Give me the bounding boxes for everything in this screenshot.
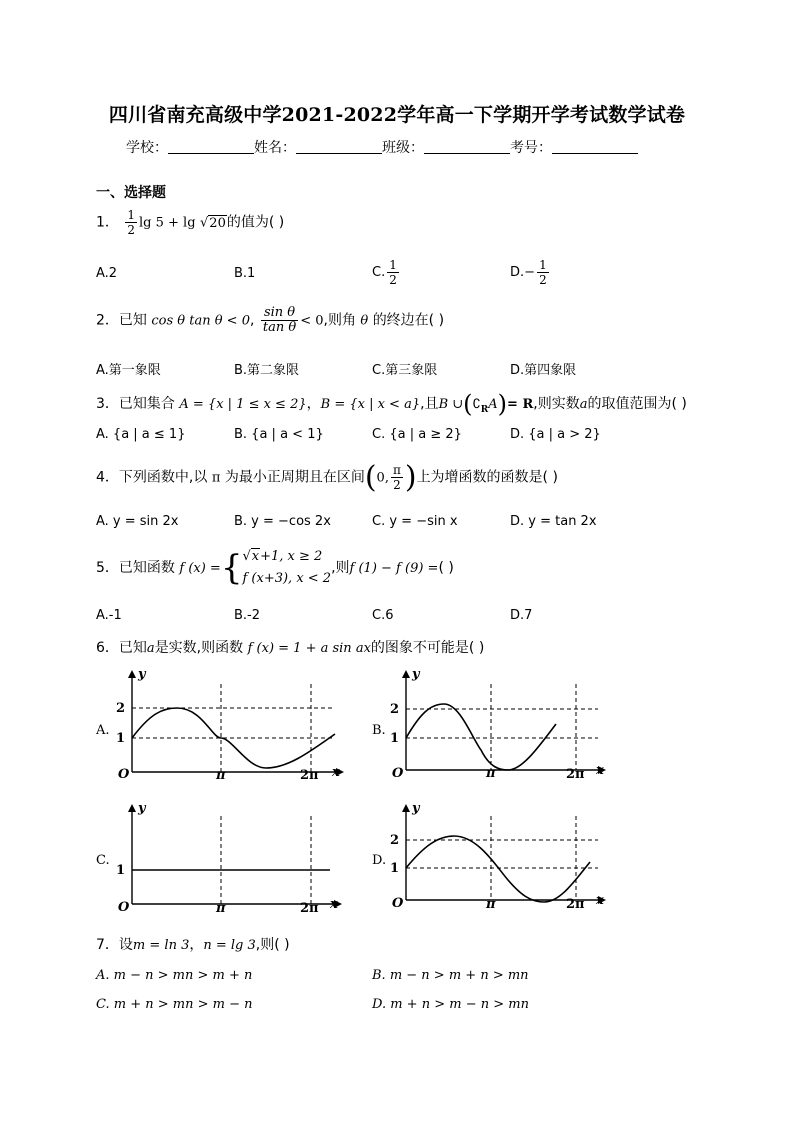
svg-text:x: x (332, 765, 340, 780)
graph-d-curve (406, 836, 590, 902)
name-label: 姓名： (254, 140, 296, 156)
svg-text:2π: 2π (300, 768, 319, 783)
q1-expression: lg 5 + lg (139, 215, 196, 231)
class-blank[interactable] (424, 139, 510, 154)
q2-fraction: $\frac{\text{sin θ}}{\text{tan θ}}$ (262, 305, 297, 335)
graph-b-label: B. (372, 723, 386, 738)
graph-a[interactable] (92, 664, 352, 784)
graph-b[interactable] (368, 664, 618, 784)
q7-option-c[interactable]: C. m + n > mn > m − n (96, 997, 253, 1012)
svg-text:2π: 2π (566, 767, 585, 782)
graph-a-y-arrow (128, 670, 136, 678)
graph-b-y-arrow (402, 670, 410, 678)
q1-sqrt: 20 (209, 215, 226, 231)
q2-option-c[interactable]: C.第三象限 (372, 363, 438, 378)
section-heading: 一、选择题 (96, 185, 166, 201)
q3-option-b[interactable]: B. {a | a < 1} (234, 427, 324, 442)
svg-text:1: 1 (390, 861, 400, 876)
q1-fraction: $\frac{1}{2}$ (127, 208, 136, 237)
q3-set-b: B = {x | x < a} (320, 397, 421, 412)
question-6: 6．已知a是实数,则函数 f (x) = 1 + a sin ax的图象不可能是( ) (96, 640, 485, 656)
q4-fraction: $\frac{\pi}{2}$ (392, 463, 401, 492)
graph-d-y-arrow (402, 804, 410, 812)
svg-text:y: y (412, 801, 420, 816)
svg-text:O: O (118, 767, 130, 782)
class-label: 班级： (382, 140, 424, 156)
q5-option-c[interactable]: C.6 (372, 608, 394, 623)
q3-option-a[interactable]: A. {a | a ≤ 1} (96, 427, 186, 442)
student-info (126, 137, 638, 157)
svg-text:y: y (412, 667, 420, 682)
q5-option-b[interactable]: B.-2 (234, 608, 261, 623)
graph-a-label: A. (96, 723, 110, 738)
svg-text:y: y (138, 667, 146, 682)
question-4: 4．下列函数中,以 π 为最小正周期且在区间(0, $\frac{\pi}{2}$ )上为增函数的函数是( ) (96, 460, 558, 495)
svg-text:O: O (118, 900, 130, 915)
q5-piecewise: √x+1, x ≥ 2 f (x+3), x < 2 (242, 549, 332, 586)
svg-text:2: 2 (116, 701, 126, 716)
q2-option-d[interactable]: D.第四象限 (510, 363, 577, 378)
q7-option-d[interactable]: D. m + n > m − n > mn (372, 997, 529, 1012)
svg-text:π: π (216, 901, 226, 916)
number-label: 考号： (510, 140, 552, 156)
svg-text:2π: 2π (566, 897, 585, 912)
svg-text:π: π (216, 768, 226, 783)
graph-b-curve (406, 704, 556, 770)
svg-text:x: x (596, 763, 604, 778)
svg-text:π: π (486, 897, 496, 912)
svg-text:y: y (138, 801, 146, 816)
q1-tail: 的值为( ) (226, 214, 285, 231)
graph-c-y-arrow (128, 804, 136, 812)
q3-set-a: A = {x | 1 ≤ x ≤ 2} (179, 397, 307, 412)
svg-text:2: 2 (390, 702, 400, 717)
graph-d-label: D. (372, 853, 387, 868)
svg-text:x: x (330, 897, 338, 912)
svg-text:1: 1 (116, 731, 126, 746)
q1-option-c[interactable]: C. $\frac{1}{2}$ (372, 258, 397, 287)
q4-option-d[interactable]: D. y = tan 2x (510, 514, 597, 529)
exam-title: 四川省南充高级中学2021-2022学年高一下学期开学考试数学试卷 (108, 104, 686, 126)
svg-text:2: 2 (390, 833, 400, 848)
q1-option-d[interactable]: D.− $\frac{1}{2}$ (510, 258, 547, 287)
q5-option-d[interactable]: D.7 (510, 608, 533, 623)
q1-number: 1． (96, 214, 119, 231)
q4-option-c[interactable]: C. y = −sin x (372, 514, 458, 529)
graph-d[interactable] (368, 796, 618, 918)
q2-condition-1: cos θ tan θ < 0 (151, 313, 250, 329)
question-3: 3．已知集合 A = {x | 1 ≤ x ≤ 2}，B = {x | x < a},且B $\cup(∁_RA)= R$,则实数a的取值范围为( ) (96, 390, 687, 418)
svg-text:1: 1 (116, 863, 126, 878)
q1-option-a[interactable]: A.2 (96, 266, 118, 281)
q4-option-a[interactable]: A. y = sin 2x (96, 514, 179, 529)
graph-c[interactable] (92, 796, 352, 918)
question-2: 2．已知 cos θ tan θ < 0, $\frac{\text{sin θ}}{\text{tan θ}}$ < 0,则角 θ 的终边在( ) (96, 305, 445, 335)
number-blank[interactable] (552, 139, 638, 154)
q1-option-b[interactable]: B.1 (234, 266, 256, 281)
school-label: 学校： (126, 140, 168, 156)
question-5: 5．已知函数 f (x) ={ √x+1, x ≥ 2 f (x+3), x < 2 ,则f (1) − f (9) =( ) (96, 548, 454, 588)
q2-option-a[interactable]: A.第一象限 (96, 363, 161, 378)
school-blank[interactable] (168, 139, 254, 154)
q3-option-d[interactable]: D. {a | a > 2} (510, 427, 601, 442)
svg-text:1: 1 (390, 731, 400, 746)
svg-text:O: O (392, 766, 404, 781)
graph-c-label: C. (96, 853, 110, 868)
q3-option-c[interactable]: C. {a | a ≥ 2} (372, 427, 462, 442)
q5-option-a[interactable]: A.-1 (96, 608, 122, 623)
question-7: 7．设m = ln 3，n = lg 3,则( ) (96, 937, 290, 953)
svg-text:π: π (486, 766, 496, 781)
name-blank[interactable] (296, 139, 382, 154)
svg-text:O: O (392, 896, 404, 911)
svg-text:x: x (596, 893, 604, 908)
svg-text:2π: 2π (300, 901, 319, 916)
q7-option-b[interactable]: B. m − n > m + n > mn (372, 968, 529, 983)
q7-option-a[interactable]: A. m − n > mn > m + n (96, 968, 253, 983)
q4-option-b[interactable]: B. y = −cos 2x (234, 514, 331, 529)
question-1: 1． $\frac{1}{2}$ lg 5 + lg √20的值为( ) (96, 208, 285, 237)
q2-option-b[interactable]: B.第二象限 (234, 363, 300, 378)
